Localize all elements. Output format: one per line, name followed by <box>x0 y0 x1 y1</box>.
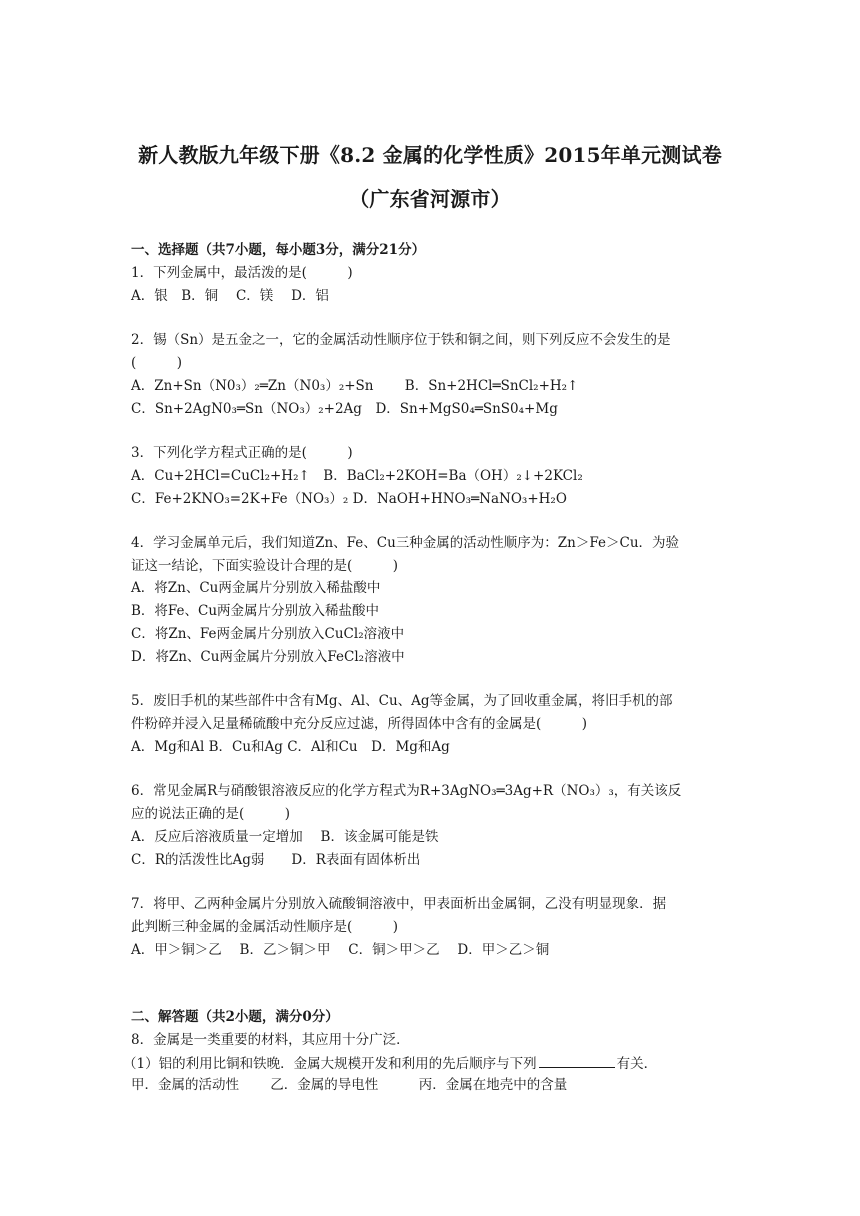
answer-blank[interactable] <box>539 1053 615 1068</box>
question-4-option-d: D．将Zn、Cu两金属片分别放入FeCl₂溶液中 <box>131 649 405 665</box>
question-7-stem: 7．将甲、乙两种金属片分别放入硫酸铜溶液中，甲表面析出金属铜，乙没有明显现象．据 <box>131 896 667 912</box>
question-5-options: A．Mg和Al B．Cu和Ag C．Al和Cu D．Mg和Ag <box>131 739 450 755</box>
question-2-stem-cont: ( ) <box>131 355 183 371</box>
question-5-stem: 5．废旧手机的某些部件中含有Mg、Al、Cu、Ag等金属，为了回收重金属，将旧手机的部 <box>131 693 673 709</box>
document-title: 新人教版九年级下册《8.2 金属的化学性质》2015年单元测试卷 <box>138 143 722 167</box>
question-1-options: A．银 B．铜 C．镁 D．铝 <box>131 288 329 304</box>
question-2-stem: 2．锡（Sn）是五金之一，它的金属活动性顺序位于铁和铜之间，则下列反应不会发生的是 <box>131 332 671 348</box>
question-2-options-cd: C．Sn+2AgN0₃═Sn（NO₃）₂+2Ag D．Sn+MgS0₄═SnS0₄+Mg <box>131 401 558 417</box>
question-2-options-ab: A．Zn+Sn（N0₃）₂═Zn（N0₃）₂+Sn B．Sn+2HCl═SnCl₂+H₂↑ <box>131 378 579 394</box>
question-1-stem: 1．下列金属中，最活泼的是( ) <box>131 265 353 281</box>
question-8-part-1 <box>123 1053 657 1074</box>
question-4-stem: 4．学习金属单元后，我们知道Zn、Fe、Cu三种金属的活动性顺序为：Zn＞Fe＞Cu．为验 <box>131 535 680 551</box>
question-3-options-cd: C．Fe+2KNO₃=2K+Fe（NO₃）₂ D．NaOH+HNO₃═NaNO₃+H₂O <box>131 491 567 507</box>
section-heading-answer: 二、解答题（共2小题，满分0分） <box>131 1009 339 1025</box>
question-4-option-c: C．将Zn、Fe两金属片分别放入CuCl₂溶液中 <box>131 626 405 642</box>
question-7-stem-cont: 此判断三种金属的金属活动性顺序是( ) <box>131 919 399 935</box>
question-6-options-ab: A．反应后溶液质量一定增加 B．该金属可能是铁 <box>131 829 439 845</box>
question-3-stem: 3．下列化学方程式正确的是( ) <box>131 445 353 461</box>
document-subtitle: （广东省河源市） <box>349 187 511 211</box>
question-8-stem: 8．金属是一类重要的材料，其应用十分广泛． <box>131 1032 410 1048</box>
question-7-options: A．甲＞铜＞乙 B．乙＞铜＞甲 C．铜＞甲＞乙 D．甲＞乙＞铜 <box>131 942 550 958</box>
question-4-option-a: A．将Zn、Cu两金属片分别放入稀盐酸中 <box>131 580 381 596</box>
question-8-part-1-tail: 有关． <box>616 1056 658 1072</box>
question-4-option-b: B．将Fe、Cu两金属片分别放入稀盐酸中 <box>131 603 380 619</box>
question-6-options-cd: C．R的活泼性比Ag弱 D．R表面有固体析出 <box>131 852 421 868</box>
section-heading-choice: 一、选择题（共7小题，每小题3分，满分21分） <box>131 242 426 258</box>
question-5-stem-cont: 件粉碎并浸入足量稀硫酸中充分反应过滤，所得固体中含有的金属是( ) <box>131 716 588 732</box>
question-8-part-1-text: （1）铝的利用比铜和铁晚．金属大规模开发和利用的先后顺序与下列 <box>123 1056 537 1072</box>
question-6-stem: 6．常见金属R与硝酸银溶液反应的化学方程式为R+3AgNO₃═3Ag+R（NO₃）₃，有关该反 <box>131 783 682 799</box>
question-4-stem-cont: 证这一结论，下面实验设计合理的是( ) <box>131 558 399 574</box>
question-3-options-ab: A．Cu+2HCl=CuCl₂+H₂↑ B．BaCl₂+2KOH=Ba（OH）₂↓+2KCl₂ <box>131 468 583 484</box>
question-6-stem-cont: 应的说法正确的是( ) <box>131 806 291 822</box>
question-8-choices: 甲．金属的活动性 乙．金属的导电性 丙．金属在地壳中的含量 <box>131 1077 568 1093</box>
